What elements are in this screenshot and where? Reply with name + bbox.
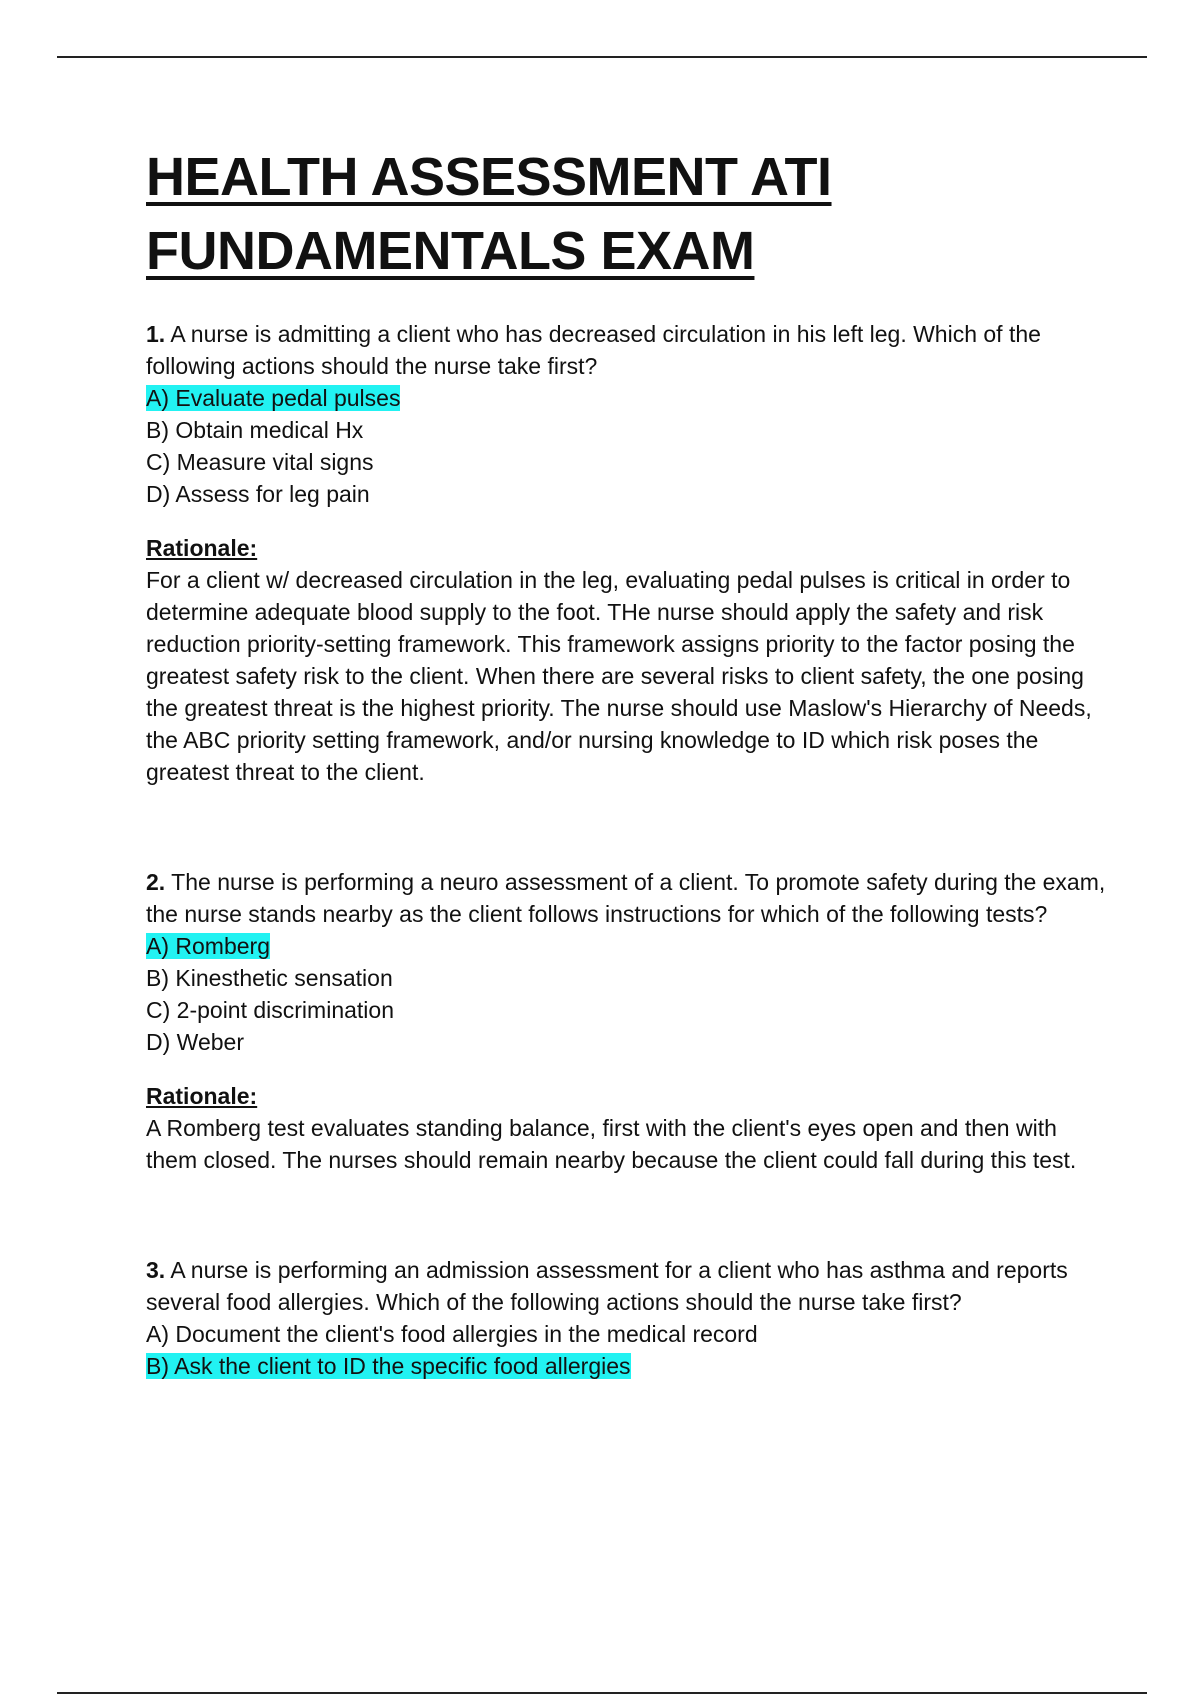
rationale-heading: Rationale: bbox=[146, 535, 258, 561]
question-stem bbox=[146, 1254, 1106, 1318]
question-1 bbox=[146, 318, 1106, 788]
question-stem bbox=[146, 318, 1106, 382]
question-2 bbox=[146, 866, 1106, 1176]
option-b bbox=[146, 1350, 1106, 1382]
question-text: The nurse is performing a neuro assessment of a client. To promote safety during the exam, the nurse stands nearby as the client follows instructions for which of the following tests? bbox=[146, 869, 1106, 927]
document-title bbox=[146, 140, 1106, 288]
correct-answer-highlight: B) Ask the client to ID the specific food allergies bbox=[146, 1353, 631, 1379]
correct-answer-highlight: A) Romberg bbox=[146, 933, 270, 959]
option-b: B) Obtain medical Hx bbox=[146, 417, 364, 443]
question-stem bbox=[146, 866, 1106, 930]
title-line-1: HEALTH ASSESSMENT ATI bbox=[146, 147, 832, 207]
rationale-heading: Rationale: bbox=[146, 1083, 258, 1109]
option-a: A) Document the client's food allergies in the medical record bbox=[146, 1321, 758, 1347]
rationale-text: A Romberg test evaluates standing balance, first with the client's eyes open and then with them closed. The nurses should remain nearby because the client could fall during this test. bbox=[146, 1115, 1077, 1173]
question-3 bbox=[146, 1254, 1106, 1382]
option-c: C) 2-point discrimination bbox=[146, 997, 394, 1023]
question-number: 2. bbox=[146, 869, 166, 895]
option-d: D) Assess for leg pain bbox=[146, 481, 370, 507]
option-a bbox=[146, 930, 1106, 962]
option-a bbox=[146, 382, 1106, 414]
bottom-rule bbox=[57, 1692, 1147, 1694]
correct-answer-highlight: A) Evaluate pedal pulses bbox=[146, 385, 401, 411]
rationale-text: For a client w/ decreased circulation in the leg, evaluating pedal pulses is critical in order to determine adequate blood supply to the foot. THe nurse should apply the safety and risk reduction priority-setting framework. This framework assigns priority to the factor posing the greatest safety risk to the client. When there are several risks to client safety, the one posing the greatest threat is the highest priority. The nurse should use Maslow's Hierarchy of Needs, the ABC priority setting framework, and/or nursing knowledge to ID which risk poses the greatest threat to the client. bbox=[146, 567, 1092, 785]
question-text: A nurse is performing an admission assessment for a client who has asthma and reports several food allergies. Which of the following actions should the nurse take first? bbox=[146, 1257, 1068, 1315]
question-text: A nurse is admitting a client who has decreased circulation in his left leg. Which of the following actions should the nurse take first? bbox=[146, 321, 1041, 379]
option-b: B) Kinesthetic sensation bbox=[146, 965, 393, 991]
top-rule bbox=[57, 56, 1147, 58]
option-c: C) Measure vital signs bbox=[146, 449, 374, 475]
title-line-2: FUNDAMENTALS EXAM bbox=[146, 221, 755, 281]
document-page bbox=[146, 140, 1106, 1382]
question-number: 3. bbox=[146, 1257, 166, 1283]
question-number: 1. bbox=[146, 321, 166, 347]
option-d: D) Weber bbox=[146, 1029, 244, 1055]
